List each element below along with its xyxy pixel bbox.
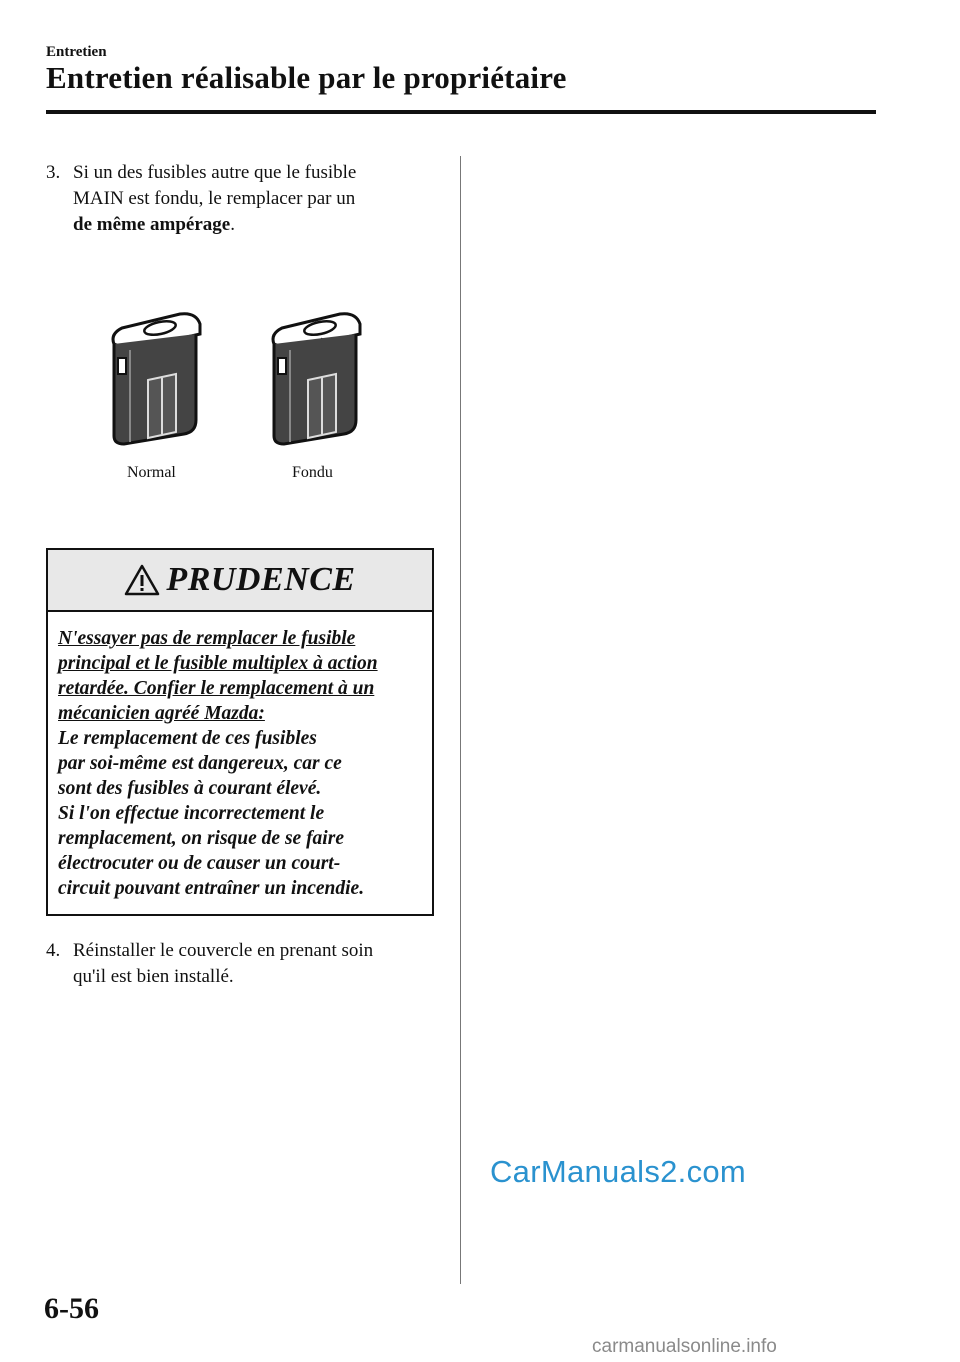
step-4-number: 4. <box>46 940 61 961</box>
caution-line: électrocuter ou de causer un court- <box>58 853 341 874</box>
caution-header <box>48 550 432 612</box>
step-3-line-1: Si un des fusibles autre que le fusible <box>73 162 357 183</box>
step-3-bold: de même ampérage <box>73 214 231 235</box>
step-3-period: . <box>230 214 235 235</box>
caution-underlined-line: principal et le fusible multiplex à action <box>58 653 378 674</box>
step-4-text <box>46 938 436 990</box>
caution-box <box>46 548 434 916</box>
step-3 <box>46 160 436 238</box>
step-4 <box>46 938 436 990</box>
step-3-text <box>46 160 436 212</box>
fuse-normal-icon <box>100 300 210 450</box>
step-3-line-2: MAIN est fondu, le remplacer par un <box>73 188 356 209</box>
caution-title: PRUDENCE <box>166 561 356 598</box>
fuse-figure <box>100 300 370 500</box>
caution-text <box>48 612 432 901</box>
step-4-line-2: qu'il est bien installé. <box>73 966 234 987</box>
watermark-footer: carmanualsonline.info <box>592 1336 777 1357</box>
caution-line: Si l'on effectue incorrectement le <box>58 803 325 824</box>
header-rule <box>46 110 876 114</box>
section-label: Entretien <box>46 44 107 60</box>
fuse-blown-icon <box>260 300 370 450</box>
step-3-number: 3. <box>46 162 61 183</box>
step-3-line-3 <box>46 212 436 238</box>
page-title: Entretien réalisable par le propriétaire <box>46 60 567 95</box>
caution-line: Le remplacement de ces fusibles <box>58 728 317 749</box>
caution-line: remplacement, on risque de se faire <box>58 828 344 849</box>
label-normal: Normal <box>127 464 176 481</box>
warning-triangle-icon <box>124 564 160 596</box>
watermark-logo: CarManuals2.com <box>490 1154 747 1189</box>
column-divider <box>460 156 461 1284</box>
caution-line: circuit pouvant entraîner un incendie. <box>58 878 365 899</box>
caution-underlined-line: mécanicien agréé Mazda: <box>58 703 265 724</box>
caution-underlined-line: retardée. Confier le remplacement à un <box>58 678 375 699</box>
step-4-line-1: Réinstaller le couvercle en prenant soin <box>73 940 374 961</box>
label-blown: Fondu <box>292 464 333 481</box>
caution-underlined-line: N'essayer pas de remplacer le fusible <box>58 628 356 649</box>
caution-line: sont des fusibles à courant élevé. <box>58 778 322 799</box>
caution-line: par soi-même est dangereux, car ce <box>58 753 342 774</box>
page-number: 6-56 <box>44 1292 99 1325</box>
